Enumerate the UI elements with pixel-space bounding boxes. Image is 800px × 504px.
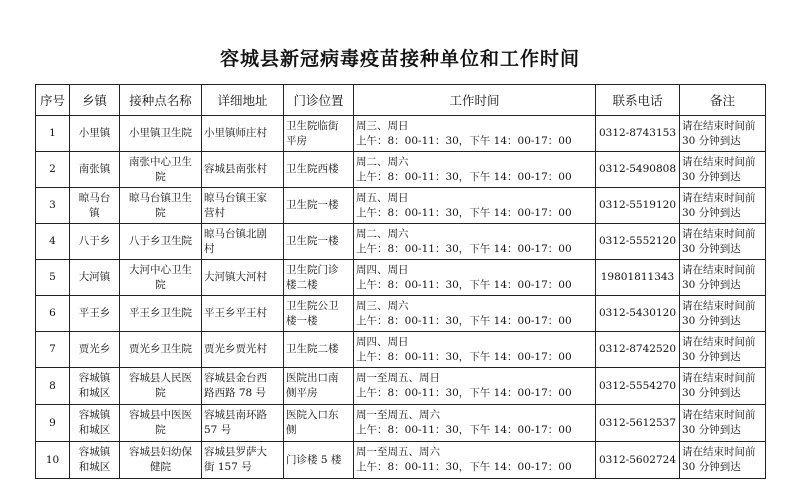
cell-address: 晾马台镇王家 营村 — [202, 188, 284, 224]
cell-clinic: 卫生院西楼 — [284, 152, 354, 188]
cell-address: 晾马台镇北剧 村 — [202, 224, 284, 260]
header-note: 备注 — [680, 85, 766, 116]
cell-town: 容城镇 和城区 — [70, 442, 120, 479]
cell-site: 贾光乡卫生院 — [120, 332, 202, 368]
cell-site: 大河中心卫生 院 — [120, 260, 202, 296]
cell-clinic: 卫生院公卫 楼一楼 — [284, 296, 354, 332]
cell-phone: 0312-5519120 — [596, 188, 680, 224]
cell-site: 容城县妇幼保 健院 — [120, 442, 202, 479]
cell-address: 容城县南张村 — [202, 152, 284, 188]
cell-clinic: 卫生院门诊 楼二楼 — [284, 260, 354, 296]
cell-note: 请在结束时间前 30 分钟到达 — [680, 332, 766, 368]
cell-phone: 0312-5554270 — [596, 368, 680, 405]
page-title: 容城县新冠病毒疫苗接种单位和工作时间 — [219, 48, 580, 70]
cell-note: 请在结束时间前 30 分钟到达 — [680, 188, 766, 224]
cell-no: 3 — [36, 188, 70, 224]
header-site: 接种点名称 — [120, 85, 202, 116]
cell-clinic: 门诊楼 5 楼 — [284, 442, 354, 479]
cell-no: 1 — [36, 116, 70, 152]
cell-town: 平王乡 — [70, 296, 120, 332]
cell-hours: 周一至周五、周六 上午：8：00-11：30，下午 14：00-17：00 — [354, 442, 596, 479]
cell-hours: 周四、周日 上午：8：00-11：30，下午 14：00-17：00 — [354, 332, 596, 368]
table-row — [36, 368, 766, 405]
cell-site: 小里镇卫生院 — [120, 116, 202, 152]
cell-town: 大河镇 — [70, 260, 120, 296]
cell-site: 容城县人民医 院 — [120, 368, 202, 405]
cell-hours: 周三、周日 上午：8：00-11：30，下午 14：00-17：00 — [354, 116, 596, 152]
cell-note: 请在结束时间前 30 分钟到达 — [680, 260, 766, 296]
cell-town: 南张镇 — [70, 152, 120, 188]
cell-clinic: 卫生院一楼 — [284, 224, 354, 260]
cell-site: 八于乡卫生院 — [120, 224, 202, 260]
cell-phone: 0312-8742520 — [596, 332, 680, 368]
cell-hours: 周一至周五、周日 上午：8：00-11：30，下午 14：00-17：00 — [354, 368, 596, 405]
cell-hours: 周二、周六 上午：8：00-11：30，下午 14：00-17：00 — [354, 152, 596, 188]
cell-phone: 0312-5602724 — [596, 442, 680, 479]
cell-phone: 0312-5430120 — [596, 296, 680, 332]
cell-note: 请在结束时间前 30 分钟到达 — [680, 296, 766, 332]
cell-note: 请在结束时间前 30 分钟到达 — [680, 405, 766, 442]
cell-address: 贾光乡贾光村 — [202, 332, 284, 368]
table-row — [36, 116, 766, 152]
cell-phone: 0312-5490808 — [596, 152, 680, 188]
cell-town: 小里镇 — [70, 116, 120, 152]
cell-site: 平王乡卫生院 — [120, 296, 202, 332]
table-row — [36, 405, 766, 442]
cell-no: 9 — [36, 405, 70, 442]
cell-town: 八于乡 — [70, 224, 120, 260]
cell-note: 请在结束时间前 30 分钟到达 — [680, 442, 766, 479]
table-row — [36, 260, 766, 296]
cell-site: 晾马台镇卫生 院 — [120, 188, 202, 224]
header-town: 乡镇 — [70, 85, 120, 116]
cell-note: 请在结束时间前 30 分钟到达 — [680, 224, 766, 260]
table-row — [36, 442, 766, 479]
table-row — [36, 332, 766, 368]
header-phone: 联系电话 — [596, 85, 680, 116]
cell-hours: 周一至周五、周六 上午：8：00-11：30，下午 14：00-17：00 — [354, 405, 596, 442]
cell-no: 6 — [36, 296, 70, 332]
cell-clinic: 卫生院二楼 — [284, 332, 354, 368]
cell-phone: 0312-8743153 — [596, 116, 680, 152]
cell-town: 容城镇 和城区 — [70, 405, 120, 442]
cell-hours: 周二、周六 上午：8：00-11：30，下午 14：00-17：00 — [354, 224, 596, 260]
header-address: 详细地址 — [202, 85, 284, 116]
table-row — [36, 296, 766, 332]
cell-clinic: 医院入口东 侧 — [284, 405, 354, 442]
cell-no: 4 — [36, 224, 70, 260]
cell-phone: 0312-5612537 — [596, 405, 680, 442]
cell-address: 小里镇师庄村 — [202, 116, 284, 152]
cell-no: 8 — [36, 368, 70, 405]
cell-town: 晾马台 镇 — [70, 188, 120, 224]
header-clinic: 门诊位置 — [284, 85, 354, 116]
cell-site: 容城县中医医 院 — [120, 405, 202, 442]
cell-no: 5 — [36, 260, 70, 296]
table-header-row — [36, 85, 766, 116]
cell-note: 请在结束时间前 30 分钟到达 — [680, 368, 766, 405]
cell-address: 平王乡平王村 — [202, 296, 284, 332]
cell-address: 容城县南环路 57 号 — [202, 405, 284, 442]
cell-address: 容城县金台西 路西路 78 号 — [202, 368, 284, 405]
cell-address: 大河镇大河村 — [202, 260, 284, 296]
table-row — [36, 188, 766, 224]
cell-town: 容城镇 和城区 — [70, 368, 120, 405]
cell-note: 请在结束时间前 30 分钟到达 — [680, 152, 766, 188]
table-row — [36, 224, 766, 260]
cell-no: 10 — [36, 442, 70, 479]
cell-clinic: 医院出口南 侧平房 — [284, 368, 354, 405]
cell-clinic: 卫生院临街 平房 — [284, 116, 354, 152]
cell-hours: 周三、周六 上午：8：00-11：30，下午 14：00-17：00 — [354, 296, 596, 332]
header-no: 序号 — [36, 85, 70, 116]
cell-clinic: 卫生院一楼 — [284, 188, 354, 224]
cell-site: 南张中心卫生 院 — [120, 152, 202, 188]
cell-address: 容城县罗萨大 街 157 号 — [202, 442, 284, 479]
cell-hours: 周四、周日 上午：8：00-11：30，下午 14：00-17：00 — [354, 260, 596, 296]
header-hours: 工作时间 — [354, 85, 596, 116]
cell-note: 请在结束时间前 30 分钟到达 — [680, 116, 766, 152]
cell-hours: 周五、周日 上午：8：00-11：30，下午 14：00-17：00 — [354, 188, 596, 224]
cell-town: 贾光乡 — [70, 332, 120, 368]
cell-phone: 19801811343 — [596, 260, 680, 296]
cell-no: 2 — [36, 152, 70, 188]
table-row — [36, 152, 766, 188]
cell-phone: 0312-5552120 — [596, 224, 680, 260]
vaccination-schedule-table — [35, 84, 766, 479]
cell-no: 7 — [36, 332, 70, 368]
